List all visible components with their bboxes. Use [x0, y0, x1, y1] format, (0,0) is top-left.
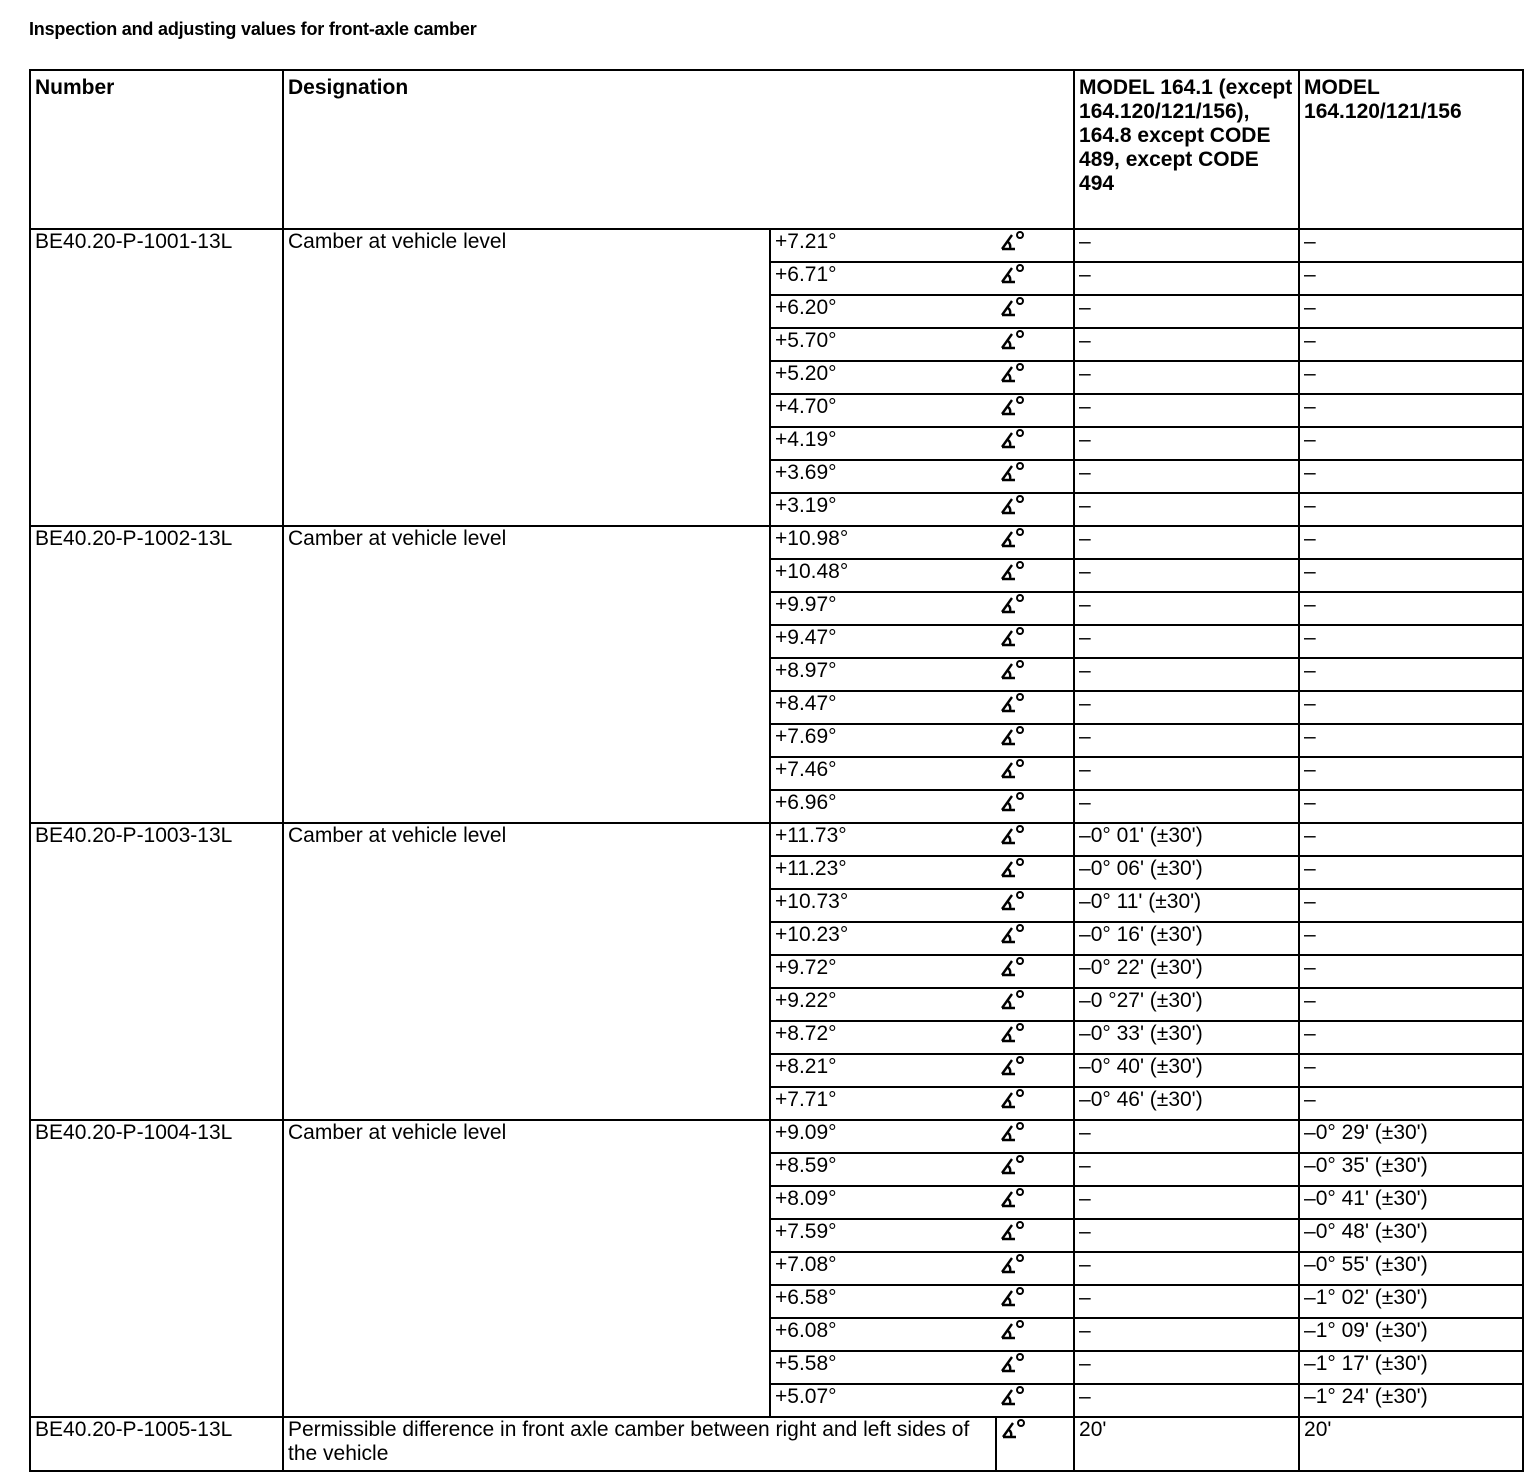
cell-value: +10.98°	[770, 526, 996, 559]
cell-model-2: –	[1299, 922, 1523, 955]
cell-model-2: –	[1299, 691, 1523, 724]
cell-model-2: –	[1299, 955, 1523, 988]
cell-model-1: –	[1074, 493, 1299, 526]
cell-model-1: –0° 40' (±30')	[1074, 1054, 1299, 1087]
cell-model-2: –	[1299, 1054, 1523, 1087]
angle-degree-icon	[996, 1054, 1074, 1087]
cell-designation: Camber at vehicle level	[283, 823, 770, 1120]
cell-model-2: –	[1299, 361, 1523, 394]
header-designation: Designation	[283, 70, 1074, 229]
cell-model-1: –	[1074, 526, 1299, 559]
angle-degree-icon	[996, 757, 1074, 790]
cell-model-1: –0° 11' (±30')	[1074, 889, 1299, 922]
cell-model-2: –0° 48' (±30')	[1299, 1219, 1523, 1252]
cell-model-1: –0° 01' (±30')	[1074, 823, 1299, 856]
angle-degree-icon	[996, 1153, 1074, 1186]
angle-degree-icon	[996, 988, 1074, 1021]
cell-value: +6.71°	[770, 262, 996, 295]
angle-degree-icon	[996, 889, 1074, 922]
cell-model-1: –	[1074, 1285, 1299, 1318]
table-row	[30, 229, 1523, 262]
cell-model-2: –	[1299, 328, 1523, 361]
cell-value: +8.47°	[770, 691, 996, 724]
cell-value: +5.07°	[770, 1384, 996, 1417]
cell-value: +5.70°	[770, 328, 996, 361]
cell-model-2: –	[1299, 427, 1523, 460]
header-model-1: MODEL 164.1 (except 164.120/121/156), 164.8 except CODE 489, except CODE 494	[1074, 70, 1299, 229]
cell-model-2: –1° 24' (±30')	[1299, 1384, 1523, 1417]
cell-value: +9.47°	[770, 625, 996, 658]
cell-value: +9.72°	[770, 955, 996, 988]
angle-degree-icon	[996, 658, 1074, 691]
cell-value: +6.08°	[770, 1318, 996, 1351]
cell-model-2: –	[1299, 493, 1523, 526]
cell-number: BE40.20-P-1004-13L	[30, 1120, 283, 1417]
angle-degree-icon	[996, 1021, 1074, 1054]
cell-value: +10.23°	[770, 922, 996, 955]
cell-model-2: –	[1299, 724, 1523, 757]
angle-degree-icon	[996, 592, 1074, 625]
cell-model-2: –	[1299, 757, 1523, 790]
cell-model-2: –	[1299, 559, 1523, 592]
angle-degree-icon	[996, 922, 1074, 955]
cell-model-1: –	[1074, 1120, 1299, 1153]
cell-value: +10.73°	[770, 889, 996, 922]
header-row	[30, 70, 1523, 229]
cell-model-1: –	[1074, 724, 1299, 757]
cell-model-2: –	[1299, 889, 1523, 922]
angle-degree-icon	[996, 856, 1074, 889]
cell-model-1: –	[1074, 229, 1299, 262]
angle-degree-icon	[996, 691, 1074, 724]
cell-value: +8.21°	[770, 1054, 996, 1087]
cell-model-1: –0° 06' (±30')	[1074, 856, 1299, 889]
cell-model-2: –	[1299, 790, 1523, 823]
cell-value: +7.08°	[770, 1252, 996, 1285]
cell-model-2: –	[1299, 262, 1523, 295]
angle-degree-icon	[996, 361, 1074, 394]
angle-degree-icon	[996, 328, 1074, 361]
angle-degree-icon	[996, 1219, 1074, 1252]
cell-value: +6.20°	[770, 295, 996, 328]
header-number: Number	[30, 70, 283, 229]
cell-model-2: –0° 41' (±30')	[1299, 1186, 1523, 1219]
cell-model-2: –0° 55' (±30')	[1299, 1252, 1523, 1285]
table-row	[30, 823, 1523, 856]
cell-number: BE40.20-P-1003-13L	[30, 823, 283, 1120]
cell-model-1: –0° 22' (±30')	[1074, 955, 1299, 988]
cell-model-1: –	[1074, 394, 1299, 427]
cell-value: +7.69°	[770, 724, 996, 757]
cell-model-2: –0° 35' (±30')	[1299, 1153, 1523, 1186]
angle-degree-icon	[996, 955, 1074, 988]
cell-model-2: 20'	[1299, 1417, 1523, 1471]
cell-model-1: 20'	[1074, 1417, 1299, 1471]
cell-value: +7.21°	[770, 229, 996, 262]
cell-value: +4.70°	[770, 394, 996, 427]
table-row	[30, 1120, 1523, 1153]
cell-model-1: –0° 46' (±30')	[1074, 1087, 1299, 1120]
angle-degree-icon	[996, 1087, 1074, 1120]
cell-model-1: –	[1074, 427, 1299, 460]
cell-value: +9.22°	[770, 988, 996, 1021]
cell-value: +8.72°	[770, 1021, 996, 1054]
cell-value: +6.96°	[770, 790, 996, 823]
cell-model-2: –	[1299, 1087, 1523, 1120]
cell-value: +7.46°	[770, 757, 996, 790]
cell-model-1: –	[1074, 361, 1299, 394]
angle-degree-icon	[996, 229, 1074, 262]
angle-degree-icon	[996, 823, 1074, 856]
cell-model-1: –	[1074, 691, 1299, 724]
angle-degree-icon	[996, 394, 1074, 427]
angle-degree-icon	[996, 625, 1074, 658]
cell-model-1: –0° 33' (±30')	[1074, 1021, 1299, 1054]
header-model-2: MODEL 164.120/121/156	[1299, 70, 1523, 229]
cell-value: +5.20°	[770, 361, 996, 394]
cell-model-2: –	[1299, 460, 1523, 493]
angle-degree-icon	[996, 724, 1074, 757]
angle-degree-icon	[996, 295, 1074, 328]
cell-model-1: –0 °27' (±30')	[1074, 988, 1299, 1021]
cell-value: +6.58°	[770, 1285, 996, 1318]
cell-model-2: –	[1299, 1021, 1523, 1054]
cell-number: BE40.20-P-1002-13L	[30, 526, 283, 823]
cell-designation: Permissible difference in front axle camber between right and left sides of the vehicle	[283, 1417, 996, 1471]
cell-model-2: –	[1299, 526, 1523, 559]
cell-model-1: –	[1074, 625, 1299, 658]
cell-model-2: –	[1299, 394, 1523, 427]
cell-value: +4.19°	[770, 427, 996, 460]
angle-degree-icon	[996, 790, 1074, 823]
cell-model-2: –0° 29' (±30')	[1299, 1120, 1523, 1153]
cell-model-2: –1° 17' (±30')	[1299, 1351, 1523, 1384]
angle-degree-icon	[996, 1120, 1074, 1153]
table-row	[30, 1417, 1523, 1471]
angle-degree-icon	[996, 559, 1074, 592]
angle-degree-icon	[996, 460, 1074, 493]
table-body	[30, 229, 1523, 1471]
cell-model-2: –	[1299, 658, 1523, 691]
cell-designation: Camber at vehicle level	[283, 229, 770, 526]
page-title: Inspection and adjusting values for front-axle camber	[29, 19, 477, 39]
cell-value: +3.69°	[770, 460, 996, 493]
cell-model-2: –	[1299, 856, 1523, 889]
cell-model-1: –	[1074, 295, 1299, 328]
cell-model-2: –1° 09' (±30')	[1299, 1318, 1523, 1351]
cell-model-2: –	[1299, 592, 1523, 625]
cell-value: +9.09°	[770, 1120, 996, 1153]
cell-model-1: –0° 16' (±30')	[1074, 922, 1299, 955]
cell-value: +9.97°	[770, 592, 996, 625]
cell-number: BE40.20-P-1001-13L	[30, 229, 283, 526]
cell-model-1: –	[1074, 1186, 1299, 1219]
cell-model-2: –	[1299, 229, 1523, 262]
angle-degree-icon	[996, 427, 1074, 460]
angle-degree-icon	[996, 526, 1074, 559]
cell-model-1: –	[1074, 757, 1299, 790]
cell-value: +11.73°	[770, 823, 996, 856]
cell-model-1: –	[1074, 1153, 1299, 1186]
cell-model-1: –	[1074, 262, 1299, 295]
cell-model-1: –	[1074, 559, 1299, 592]
cell-value: +8.09°	[770, 1186, 996, 1219]
cell-designation: Camber at vehicle level	[283, 526, 770, 823]
cell-value: +7.71°	[770, 1087, 996, 1120]
cell-value: +8.97°	[770, 658, 996, 691]
cell-model-2: –1° 02' (±30')	[1299, 1285, 1523, 1318]
angle-degree-icon	[996, 1318, 1074, 1351]
cell-model-2: –	[1299, 625, 1523, 658]
cell-model-1: –	[1074, 658, 1299, 691]
cell-model-1: –	[1074, 1351, 1299, 1384]
cell-model-1: –	[1074, 1318, 1299, 1351]
cell-value: +7.59°	[770, 1219, 996, 1252]
angle-degree-icon	[996, 1252, 1074, 1285]
cell-model-1: –	[1074, 1384, 1299, 1417]
cell-model-2: –	[1299, 823, 1523, 856]
angle-degree-icon	[996, 262, 1074, 295]
cell-value: +8.59°	[770, 1153, 996, 1186]
angle-degree-icon	[996, 1285, 1074, 1318]
cell-model-1: –	[1074, 790, 1299, 823]
cell-value: +5.58°	[770, 1351, 996, 1384]
angle-degree-icon	[996, 1384, 1074, 1417]
cell-model-1: –	[1074, 460, 1299, 493]
cell-number: BE40.20-P-1005-13L	[30, 1417, 283, 1471]
cell-model-2: –	[1299, 988, 1523, 1021]
cell-model-1: –	[1074, 592, 1299, 625]
angle-degree-icon	[996, 1351, 1074, 1384]
camber-spec-table	[29, 69, 1524, 1472]
table-row	[30, 526, 1523, 559]
cell-value: +10.48°	[770, 559, 996, 592]
cell-designation: Camber at vehicle level	[283, 1120, 770, 1417]
angle-degree-icon	[996, 1186, 1074, 1219]
cell-model-1: –	[1074, 328, 1299, 361]
cell-value: +3.19°	[770, 493, 996, 526]
angle-degree-icon	[996, 1417, 1074, 1471]
cell-model-1: –	[1074, 1252, 1299, 1285]
cell-model-2: –	[1299, 295, 1523, 328]
cell-value: +11.23°	[770, 856, 996, 889]
cell-model-1: –	[1074, 1219, 1299, 1252]
angle-degree-icon	[996, 493, 1074, 526]
